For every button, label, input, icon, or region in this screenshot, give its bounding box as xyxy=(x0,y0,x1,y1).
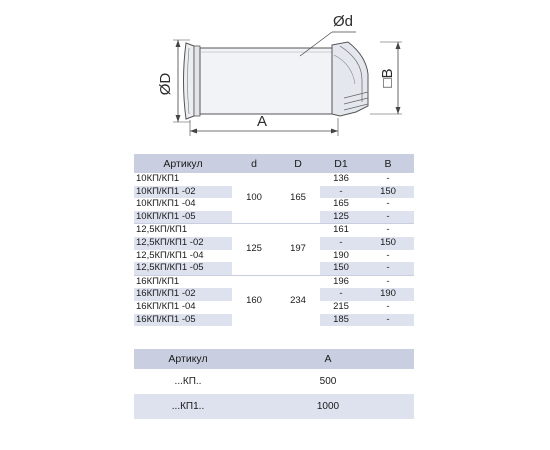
article-cell: ...КП.. xyxy=(174,376,202,387)
b-cell: - xyxy=(386,249,390,261)
d1-cell: 196 xyxy=(320,275,362,288)
b-cell: 150 xyxy=(362,186,414,199)
length-a-cell: 1000 xyxy=(242,394,414,419)
label-d: Ød xyxy=(332,13,354,30)
article-cell: 10КП/КП1 -04 xyxy=(136,198,196,210)
article-cell: 10КП/КП1 -05 xyxy=(134,211,232,224)
header-A: A xyxy=(242,349,414,369)
b-cell: - xyxy=(362,224,414,237)
header-d: d xyxy=(232,154,276,173)
header-article: Артикул xyxy=(134,349,242,369)
header-D1: D1 xyxy=(320,154,362,173)
d1-cell: 150 xyxy=(320,262,362,275)
specification-table xyxy=(134,154,414,326)
b-cell: 190 xyxy=(362,288,414,301)
diameter-D-cell: 165 xyxy=(290,191,306,203)
b-cell: - xyxy=(362,262,414,275)
article-cell: 16КП/КП1 -02 xyxy=(134,288,232,301)
b-cell: - xyxy=(362,275,414,288)
article-cell: 10КП/КП1 -02 xyxy=(134,186,232,199)
b-cell: - xyxy=(362,314,414,327)
b-cell: 150 xyxy=(362,237,414,250)
length-table-header xyxy=(134,349,414,369)
article-cell: 16КП/КП1 xyxy=(134,275,232,288)
spec-table-body xyxy=(134,173,414,326)
table-row xyxy=(134,275,414,288)
diameter-d-cell: 125 xyxy=(232,224,276,275)
d1-cell: 165 xyxy=(333,198,349,210)
table-row xyxy=(134,173,414,186)
b-cell: - xyxy=(386,300,390,312)
article-cell: 10КП/КП1 xyxy=(136,173,180,184)
length-a-cell: 500 xyxy=(319,376,337,387)
spec-table-header xyxy=(134,154,414,173)
article-cell: 12,5КП/КП1 -02 xyxy=(134,237,232,250)
article-cell: 12,5КП/КП1 xyxy=(134,224,232,237)
header-B: B xyxy=(362,154,414,173)
table-row xyxy=(134,224,414,237)
length-table xyxy=(134,349,414,419)
header-D: D xyxy=(276,154,320,173)
article-cell: ...КП1.. xyxy=(134,394,242,419)
table-row xyxy=(134,394,414,419)
article-cell: 12,5КП/КП1 -05 xyxy=(134,262,232,275)
grille-hood xyxy=(332,42,368,116)
pipe-body xyxy=(200,48,332,114)
table-row xyxy=(134,369,414,394)
technical-drawing xyxy=(0,0,550,150)
label-D: ØD xyxy=(157,72,174,96)
d1-cell: 136 xyxy=(333,173,349,184)
label-A: A xyxy=(256,113,268,130)
b-cell: - xyxy=(362,211,414,224)
d1-cell: 190 xyxy=(333,249,349,261)
d1-cell: 215 xyxy=(333,300,349,312)
article-cell: 16КП/КП1 -04 xyxy=(136,300,196,312)
header-article: Артикул xyxy=(134,154,232,173)
d1-cell: - xyxy=(320,186,362,199)
d1-cell: 185 xyxy=(320,314,362,327)
diameter-D-cell: 197 xyxy=(276,224,320,275)
diameter-D-cell: 234 xyxy=(276,275,320,326)
d1-cell: 161 xyxy=(320,224,362,237)
d1-cell: - xyxy=(320,288,362,301)
d1-cell: 125 xyxy=(320,211,362,224)
diameter-d-cell: 100 xyxy=(246,191,262,203)
d1-cell: - xyxy=(320,237,362,250)
diameter-d-cell: 160 xyxy=(232,275,276,326)
article-cell: 12,5КП/КП1 -04 xyxy=(136,249,204,261)
article-cell: 16КП/КП1 -05 xyxy=(134,314,232,327)
b-cell: - xyxy=(386,198,390,210)
label-B: □B xyxy=(379,68,396,88)
b-cell: - xyxy=(386,173,390,184)
length-table-body xyxy=(134,369,414,419)
